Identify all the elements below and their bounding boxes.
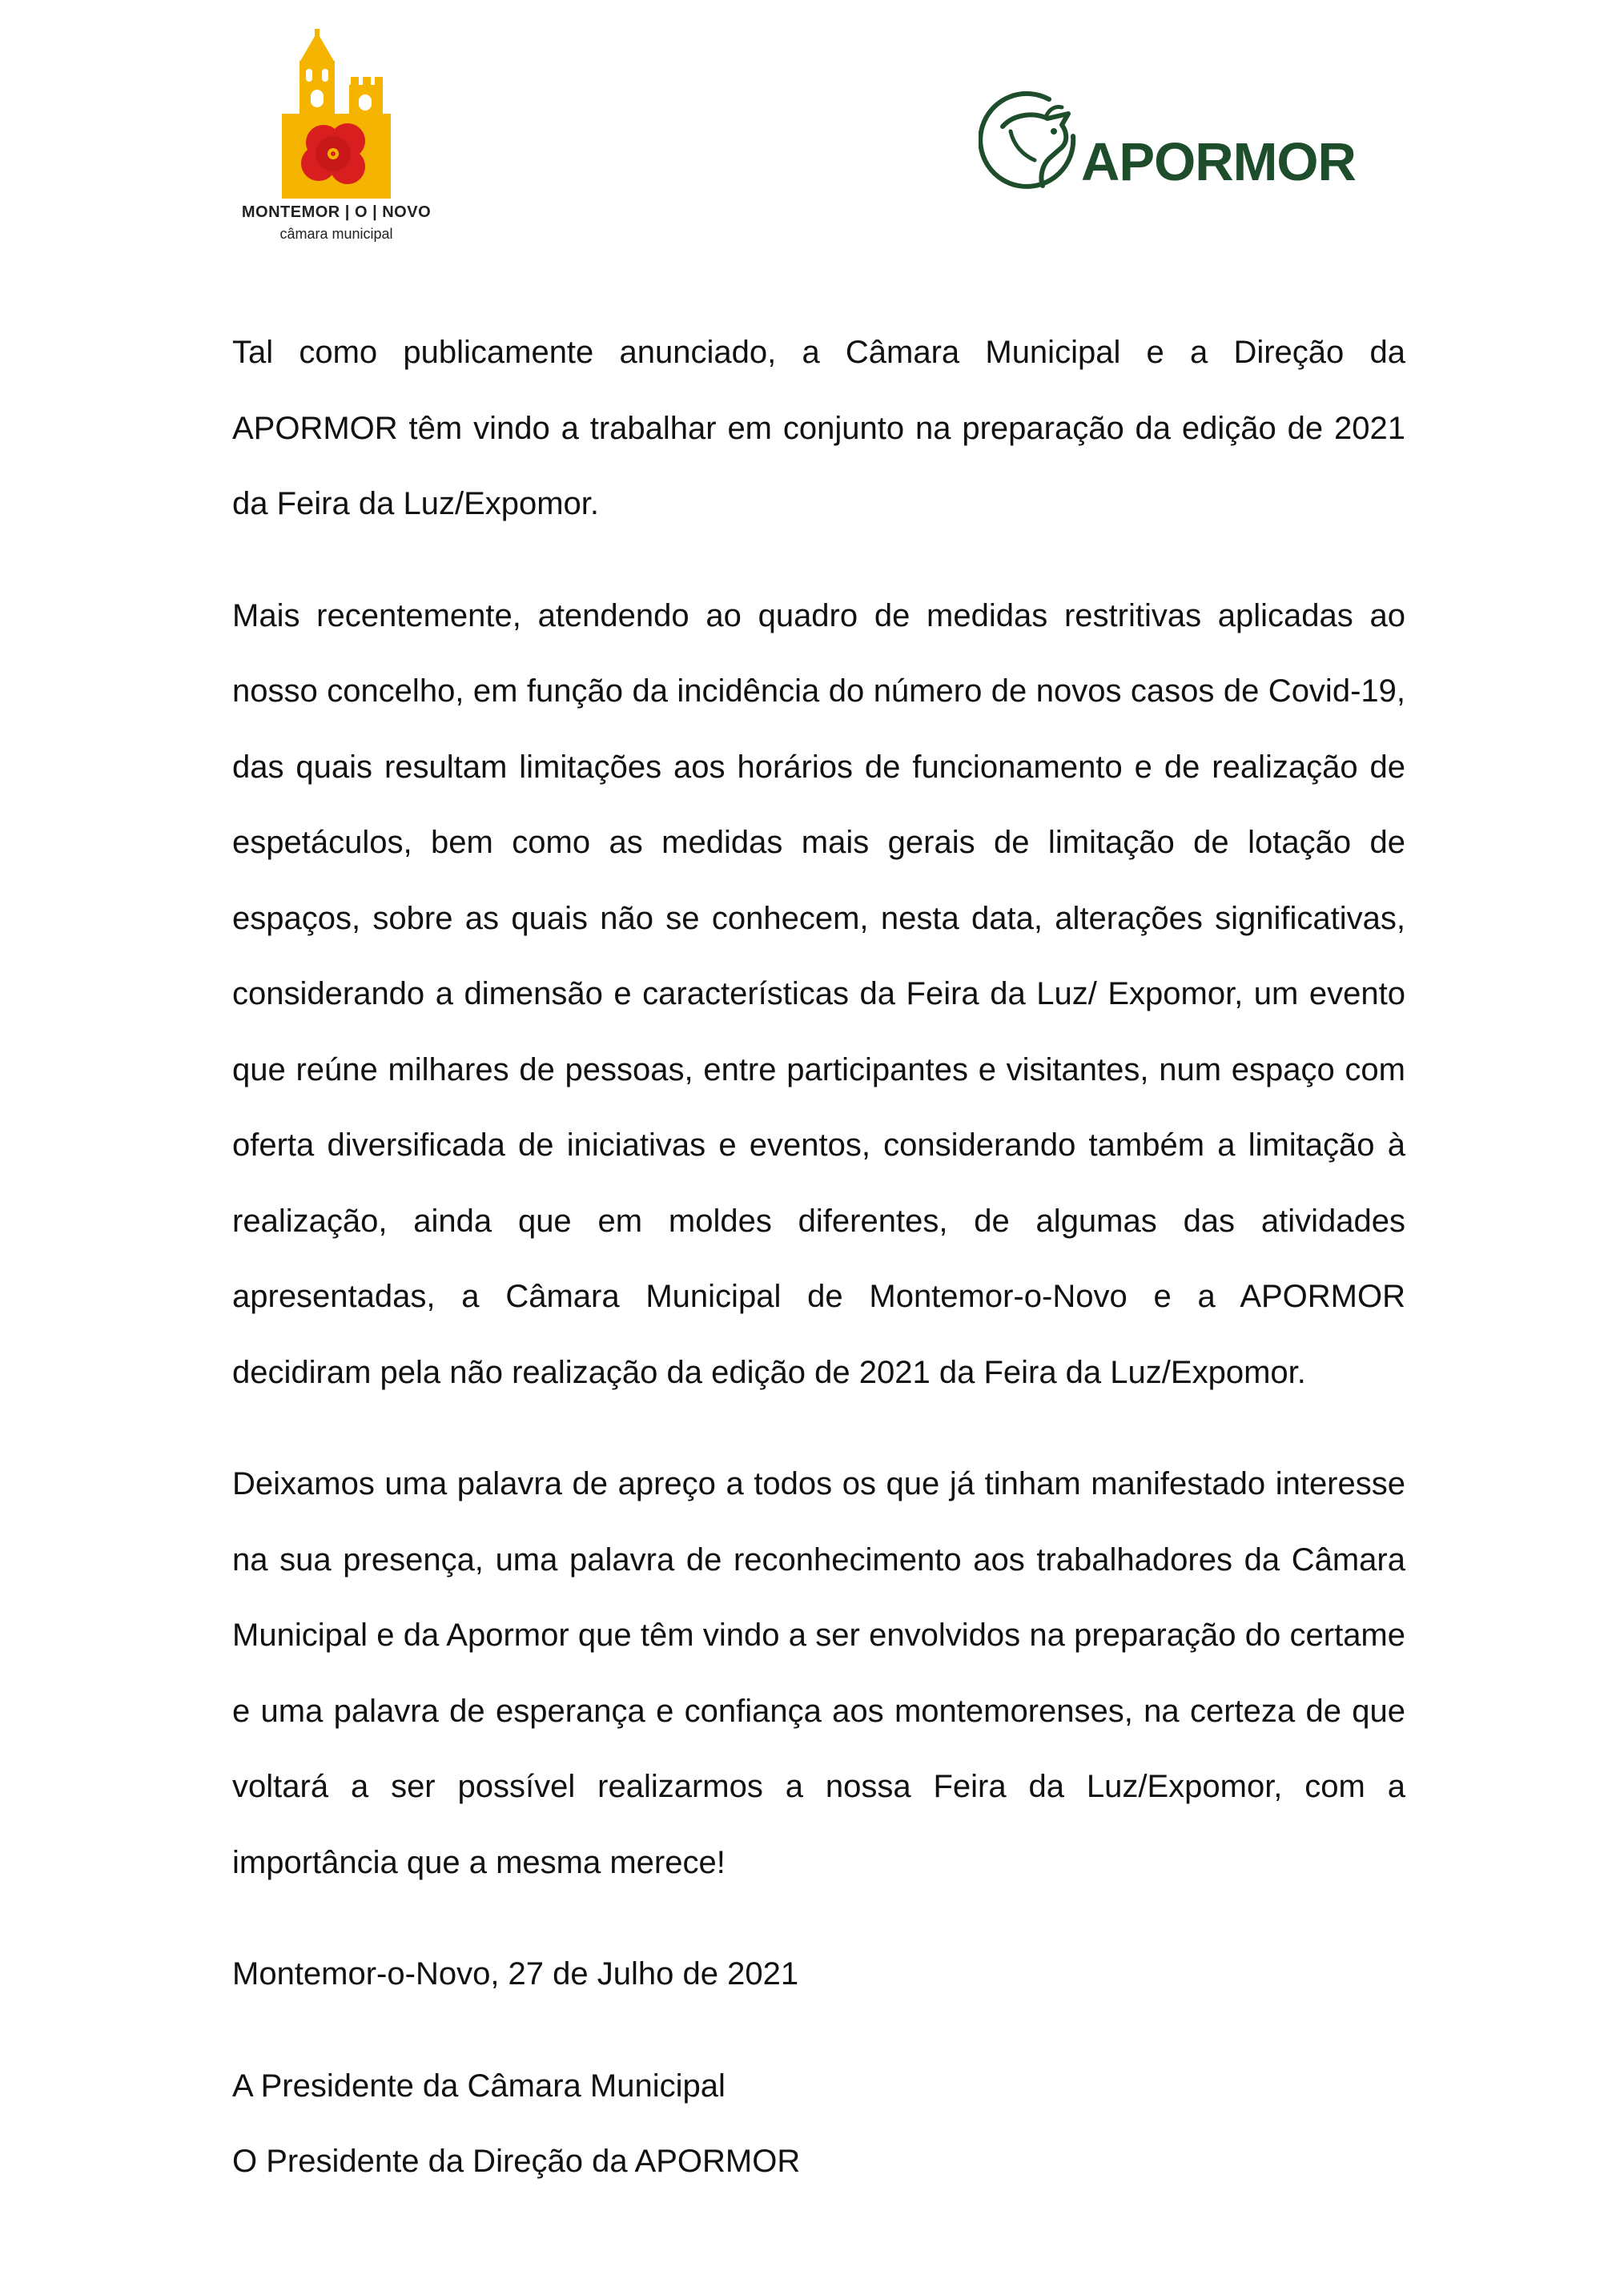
municipality-logo xyxy=(232,29,440,249)
date-line: Montemor-o-Novo, 27 de Julho de 2021 xyxy=(232,1956,799,1992)
cow-circle-icon xyxy=(979,90,1083,194)
letter-body xyxy=(232,315,1405,2200)
apormor-name: APORMOR xyxy=(1081,132,1356,192)
paragraph-3: Deixamos uma palavra de apreço a todos os que já tinham manifestado interesse na sua presença, uma palavra de reconhecimento aos trabalhadores da Câmara Municipal e da Apormor que têm vindo a ser envolvidos na preparação do certame e uma palavra de esperança e confiança aos montemorenses, na certeza de que voltará a ser possível realizarmos a nossa Feira da Luz/Expomor, com a importância que a mesma merece! xyxy=(232,1466,1405,1880)
montemor-tower-poppy-icon xyxy=(282,29,391,199)
paragraph-1: Tal como publicamente anunciado, a Câmara Municipal e a Direção da APORMOR têm vindo a trabalhar em conjunto na preparação da edição de 2021 da Feira da Luz/Expomor. xyxy=(232,335,1405,521)
paragraph-2: Mais recentemente, atendendo ao quadro de medidas restritivas aplicadas ao nosso concelho, em função da incidência do número de novos casos de Covid-19, das quais resultam limitações aos horários de funcionamento e de realização de espetáculos, bem como as medidas mais gerais de limitação de lotação de espaços, sobre as quais não se conhecem, nesta data, alterações significativas, considerando a dimensão e características da Feira da Luz/ Expomor, um evento que reúne milhares de pessoas, entre participantes e visitantes, num espaço com oferta diversificada de iniciativas e eventos, considerando também a limitação à realização, ainda que em moldes diferentes, de algumas das atividades apresentadas, a Câmara Municipal de Montemor-o-Novo e a APORMOR decidiram pela não realização da edição de 2021 da Feira da Luz/Expomor. xyxy=(232,597,1405,1390)
municipality-name: MONTEMOR | O | NOVO xyxy=(241,203,432,221)
municipality-subtitle: câmara municipal xyxy=(279,226,393,242)
signature-apormor: O Presidente da Direção da APORMOR xyxy=(232,2144,801,2179)
apormor-logo xyxy=(979,90,1379,202)
signature-municipality: A Presidente da Câmara Municipal xyxy=(232,2068,726,2104)
